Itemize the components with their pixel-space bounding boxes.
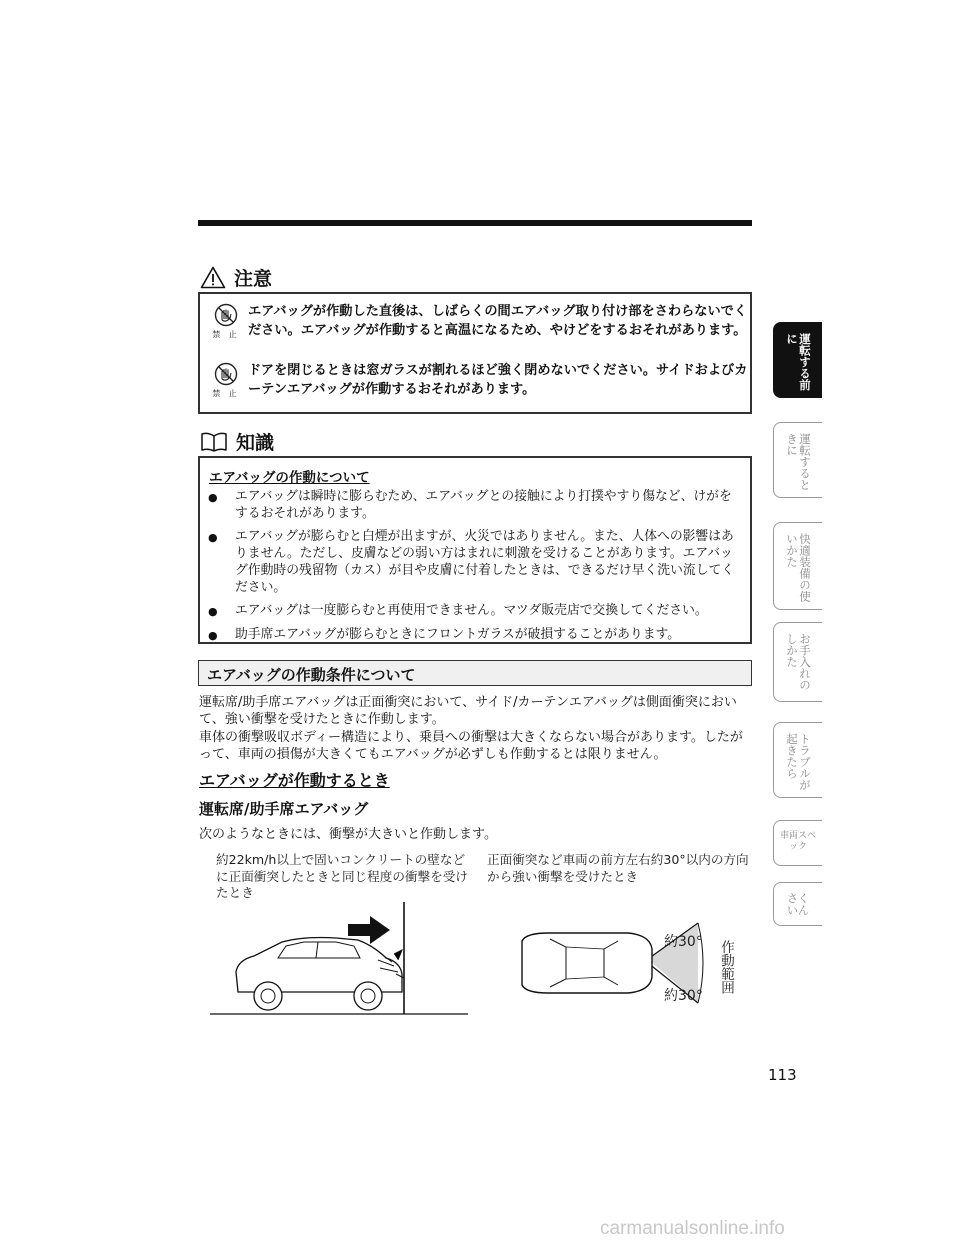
caption-right: 正面衝突など車両の前方左右約30°以内の方向から強い衝撃を受けたとき — [487, 852, 749, 884]
bullet-icon: ● — [208, 531, 218, 544]
range-label: 作動範囲 — [718, 940, 734, 994]
prohibit-label: 禁 止 — [212, 330, 240, 339]
side-tab-label: お手入れのしかた — [785, 633, 812, 691]
list-item-text: エアバッグが膨らむと白煙が出ますが、火災ではありません。また、人体への影響はありません。ただし、皮膚などの弱い方はまれに刺激を受けることがあります。エアバッグ作動時の残留物（カス）が目や皮膚に付着したときは、できるだけ早く洗い流してください。 — [235, 529, 735, 595]
knowledge-list — [208, 488, 744, 650]
caption-left: 約22km/h以上で固いコンクリートの壁などに正面衝突したときと同じ程度の衝撃を受けたとき — [216, 852, 468, 901]
prohibit-mark — [212, 303, 240, 340]
knowledge-box — [198, 456, 752, 644]
warning-triangle-icon — [200, 266, 226, 289]
top-rule — [198, 220, 752, 226]
side-tab-maintenance[interactable] — [773, 622, 822, 702]
side-tab-label: さくいん — [787, 892, 809, 917]
knowledge-subtitle: エアバッグの作動について — [209, 470, 370, 486]
side-tab-label: 車両スペック — [780, 831, 817, 852]
section-title: エアバッグの作動条件について — [198, 660, 752, 686]
no-touch-icon — [214, 362, 238, 386]
side-tab-troubleshooting[interactable] — [773, 722, 822, 798]
side-tab-label: トラブルが起きたら — [785, 733, 812, 791]
page-number: 113 — [768, 1066, 797, 1084]
section-paragraph: 車体の衝撃吸収ボディー構造により、乗員への衝撃は大きくならない場合があります。したがって、車両の損傷が大きくてもエアバッグが必ずしも作動するとは限りません。 — [199, 730, 743, 763]
lead-text: 次のようなときには、衝撃が大きいと作動します。 — [199, 827, 497, 842]
prohibit-mark — [212, 362, 240, 399]
list-item — [208, 528, 744, 596]
caution-text: エアバッグが作動した直後は、しばらくの間エアバッグ取り付け部をさわらないでください。エアバッグが作動すると高温になるため、やけどをするおそれがあります。 — [248, 304, 748, 338]
caution-title: 注意 — [234, 268, 273, 290]
bullet-icon: ● — [208, 629, 218, 642]
watermark-text: carmanualsonline.info — [600, 1218, 785, 1239]
angle-bottom-label: 約30° — [664, 988, 703, 1004]
side-tab-while-driving[interactable] — [773, 422, 822, 498]
side-tab-label: 運転する前に — [785, 333, 812, 391]
caution-item — [212, 362, 748, 399]
list-item — [208, 488, 744, 522]
list-item — [208, 602, 744, 620]
knowledge-title: 知識 — [236, 432, 275, 454]
angle-top-label: 約30° — [664, 934, 703, 950]
side-tab-label: 運転するときに — [785, 433, 812, 491]
caution-text: ドアを閉じるときは窓ガラスが割れるほど強く閉めないでください。サイドおよびカーテンエアバッグが作動するおそれがあります。 — [248, 363, 748, 397]
bullet-icon: ● — [208, 491, 218, 504]
caution-item — [212, 303, 748, 340]
list-item-text: 助手席エアバッグが膨らむときにフロントガラスが破損することがあります。 — [235, 627, 681, 642]
open-book-icon — [200, 431, 228, 453]
knowledge-heading — [200, 428, 274, 455]
list-item-text: エアバッグは一度膨らむと再使用できません。マツダ販売店で交換してください。 — [235, 603, 708, 618]
caution-heading — [200, 264, 272, 291]
side-tab-before-driving[interactable] — [773, 322, 822, 398]
bullet-icon: ● — [208, 605, 218, 618]
list-item — [208, 626, 744, 644]
prohibit-label: 禁 止 — [212, 389, 240, 398]
side-tab-label: 快適装備の使いかた — [785, 533, 812, 602]
side-tab-specifications[interactable] — [773, 820, 822, 866]
list-item-text: エアバッグは瞬時に膨らむため、エアバッグとの接触により打撲やすり傷など、けがをするおそれがあります。 — [235, 489, 732, 521]
section-paragraph: 運転席/助手席エアバッグは正面衝突において、サイド/カーテンエアバッグは側面衝突において、強い衝撃を受けたときに作動します。 — [199, 695, 737, 728]
side-tab-comfort-features[interactable] — [773, 522, 822, 610]
side-tab-index[interactable] — [773, 882, 822, 926]
subheading: エアバッグが作動するとき — [199, 771, 390, 790]
no-touch-icon — [214, 303, 238, 327]
subheading-driver-passenger: 運転席/助手席エアバッグ — [199, 800, 369, 818]
caution-box — [198, 292, 752, 414]
frontal-collision-illustration — [208, 900, 470, 1020]
